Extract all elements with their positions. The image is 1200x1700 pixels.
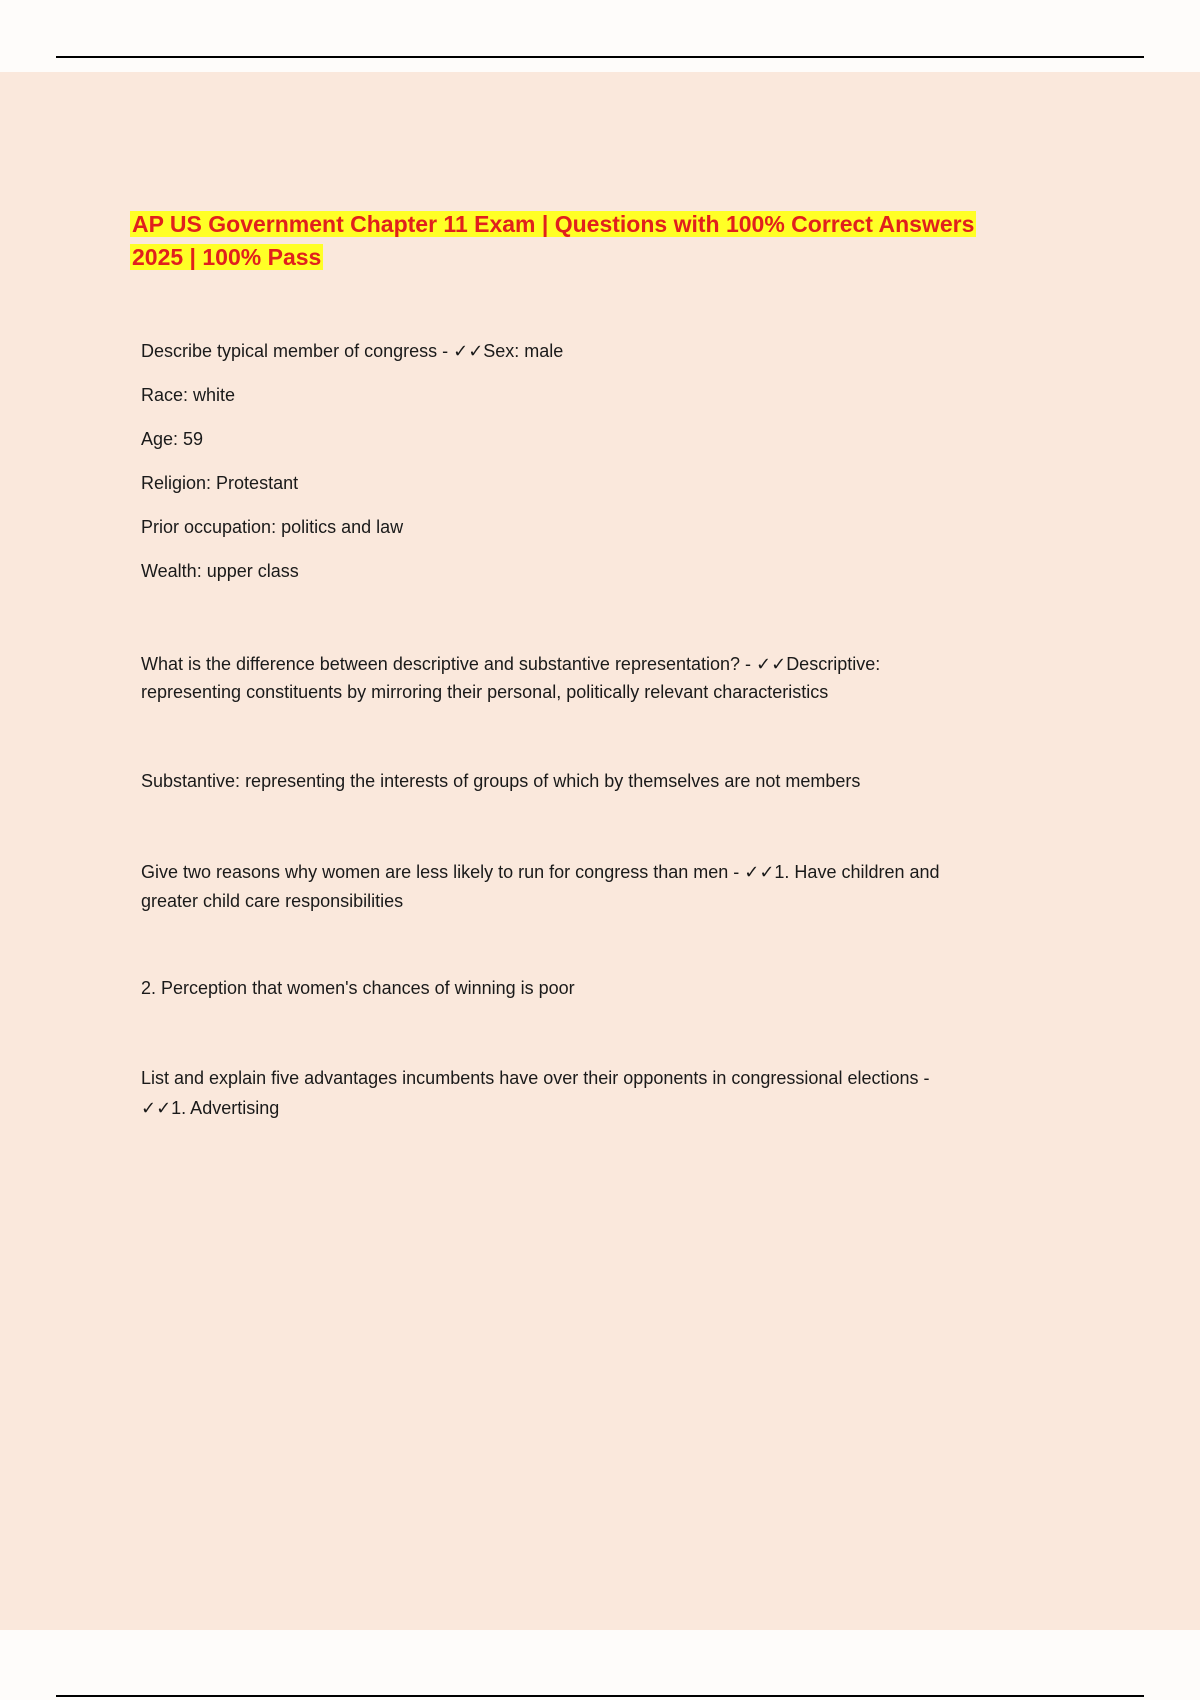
answer-line: Wealth: upper class	[141, 561, 299, 581]
document-title	[130, 208, 1030, 274]
question-line: Describe typical member of congress - ✓✓Sex: male	[141, 341, 564, 361]
answer-line: representing constituents by mirroring their personal, politically relevant characteristics	[141, 682, 829, 702]
answer-line: Prior occupation: politics and law	[141, 517, 404, 537]
title-line-1: AP US Government Chapter 11 Exam | Questions with 100% Correct Answers	[132, 211, 975, 237]
answer-line: Age: 59	[141, 429, 204, 449]
bottom-rule	[56, 1695, 1144, 1697]
question-line: What is the difference between descriptive and substantive representation? - ✓✓Descriptive:	[141, 654, 881, 674]
answer-line: ✓✓1. Advertising	[141, 1098, 280, 1118]
answer-line: 2. Perception that women's chances of winning is poor	[141, 978, 575, 998]
top-rule	[56, 56, 1144, 58]
answer-line: Race: white	[141, 385, 236, 405]
page-content-area	[0, 72, 1200, 1630]
question-line: List and explain five advantages incumbents have over their opponents in congressional elections -	[141, 1068, 930, 1088]
answer-line: Religion: Protestant	[141, 473, 299, 493]
answer-line: greater child care responsibilities	[141, 891, 404, 911]
question-line: Give two reasons why women are less likely to run for congress than men - ✓✓1. Have children and	[141, 862, 940, 882]
title-line-2: 2025 | 100% Pass	[132, 244, 322, 270]
answer-line: Substantive: representing the interests of groups of which by themselves are not members	[141, 771, 861, 791]
